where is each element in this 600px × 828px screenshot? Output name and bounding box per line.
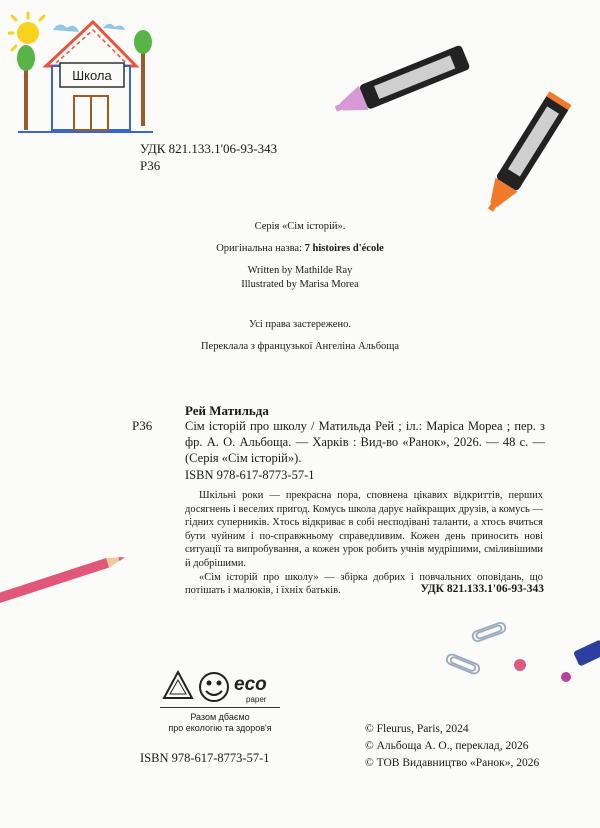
- original-title: 7 histoires d'école: [304, 243, 384, 254]
- copyright-line: © Альбоща А. О., переклад, 2026: [365, 740, 529, 752]
- translator-line: Переклала з французької Ангеліна Альбоща: [200, 341, 400, 352]
- series-line: Серія «Сім історій».: [254, 221, 346, 232]
- isbn-bottom: ISBN 978-617-8773-57-1: [140, 751, 270, 765]
- code-top: Р36: [140, 158, 161, 173]
- illustrated-by: Illustrated by Marisa Morea: [241, 279, 359, 290]
- original-title-line: [0, 242, 600, 256]
- copyright-line: © ТОВ Видавництво «Ранок», 2026: [365, 757, 540, 769]
- copyright-line: © Fleurus, Paris, 2024: [365, 723, 469, 735]
- crayon-orange-icon: [470, 90, 580, 220]
- pushpin-icon: [573, 639, 600, 666]
- annotation-paragraph: «Сім історій про школу» — збірка добрих і повчальних оповідань, що потішать і малюків, і їхніх батьків.: [185, 571, 543, 597]
- paperclips-icon: [440, 615, 600, 695]
- original-title-label: Оригінальна назва:: [216, 243, 303, 254]
- annotation-paragraph: Шкільні роки — прекрасна пора, сповнена цікавих відкриттів, перших досягнень і веселих пригод. Комусь школа дарує найкращих друзів, а комусь — гідних суперників. Хтось відкриває в собі несподівані таланти, а хтось вчиться бути чуйним і по-справжньому справедливим. Кожен день приносить нові ситуації та випробування, а кожен урок робить учнів мудрішими, сміливішими й добрішими.: [185, 490, 543, 569]
- eco-caption-1: Разом дбаємо: [190, 712, 250, 722]
- author-heading: Рей Матильда: [185, 403, 269, 418]
- udk-top: УДК 821.133.1'06-93-343: [140, 141, 278, 156]
- sun-icon: [8, 13, 44, 50]
- copyright-block: [365, 721, 539, 772]
- annotation: [185, 489, 543, 598]
- isbn-mid: ISBN 978-617-8773-57-1: [185, 468, 315, 482]
- pencil-pink-icon: [0, 545, 135, 610]
- recycle-icon: [164, 672, 192, 698]
- udk-bottom: УДК 821.133.1'06-93-343: [420, 583, 544, 595]
- udk-top-block: [140, 140, 277, 174]
- eco-divider: [160, 707, 280, 708]
- rights-line: Усі права застережено.: [249, 319, 351, 330]
- bibliographic-description: Сім історій про школу / Матильда Рей ; іл.: Маріса Мореа ; пер. з фр. А. О. Альбоща. — Харків : Вид-во «Ранок», 2026. — 48 с. — (Серія «Сім історій»).: [185, 419, 545, 465]
- smiley-icon: [200, 673, 228, 701]
- eco-caption: [140, 712, 300, 734]
- written-by: Written by Mathilde Ray: [247, 265, 353, 276]
- crayon-purple-icon: [330, 40, 480, 120]
- school-drawing: [8, 8, 158, 138]
- eco-logo-text: eco: [234, 674, 267, 695]
- code-mid: Р36: [132, 418, 153, 433]
- eco-logos: [160, 668, 285, 706]
- eco-caption-2: про екологію та здоров'я: [168, 723, 272, 733]
- eco-logo-sub: paper: [246, 695, 267, 704]
- school-sign: Школа: [72, 68, 112, 83]
